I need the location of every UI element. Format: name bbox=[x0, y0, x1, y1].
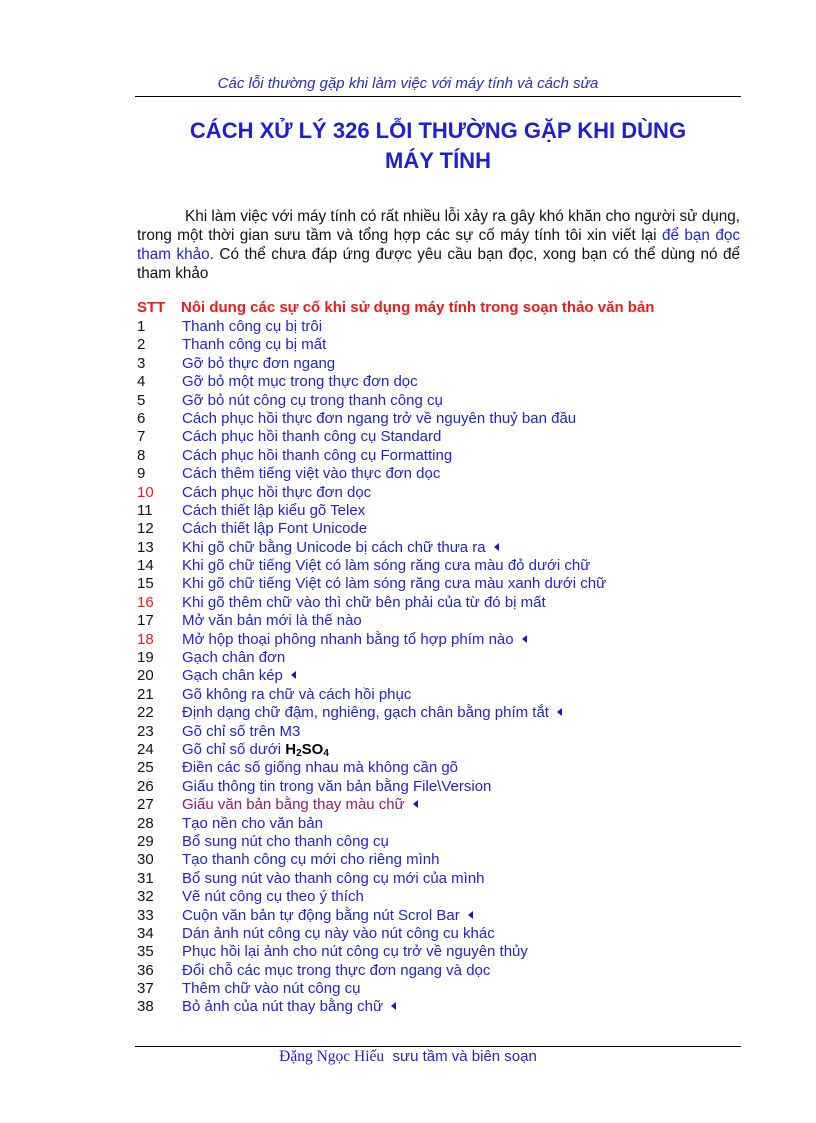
item-link[interactable] bbox=[182, 870, 485, 888]
item-number: 10 bbox=[137, 483, 154, 501]
item-text: Gõ chỉ số trên M3 bbox=[182, 722, 301, 740]
item-link[interactable] bbox=[182, 686, 411, 704]
item-number: 26 bbox=[137, 777, 154, 795]
item-number: 6 bbox=[137, 409, 146, 427]
item-text: Cách thiết lập Font Unicode bbox=[182, 520, 368, 538]
item-link[interactable] bbox=[182, 851, 439, 869]
item-link[interactable] bbox=[182, 998, 396, 1016]
title-line-2: MÁY TÍNH bbox=[385, 148, 491, 173]
item-number: 5 bbox=[137, 391, 146, 409]
item-link[interactable] bbox=[182, 815, 323, 833]
item-link[interactable] bbox=[182, 778, 491, 796]
formula-part: 2 bbox=[296, 747, 302, 759]
item-text: Gạch chân đơn bbox=[182, 649, 286, 667]
item-number: 32 bbox=[137, 888, 154, 906]
item-link[interactable] bbox=[182, 484, 371, 502]
list-item bbox=[0, 833, 816, 851]
item-text: Mở văn bản mới là thế nào bbox=[182, 612, 362, 630]
list-item bbox=[0, 980, 816, 998]
page-header: Các lỗi thường gặp khi làm việc với máy tính và cách sửa bbox=[217, 75, 599, 92]
list-item bbox=[0, 484, 816, 502]
item-link[interactable] bbox=[182, 557, 590, 575]
item-text: Khi gõ chữ tiếng Việt có làm sóng răng cưa màu xanh dưới chữ bbox=[182, 575, 607, 593]
item-text: Gõ chỉ số dưới bbox=[182, 740, 286, 758]
item-number: 38 bbox=[137, 998, 154, 1016]
item-link[interactable] bbox=[182, 796, 418, 814]
list-item bbox=[0, 667, 816, 685]
item-link[interactable] bbox=[182, 502, 365, 520]
item-number: 3 bbox=[137, 354, 146, 372]
footer-credit: sưu tầm và biên soạn bbox=[392, 1048, 537, 1065]
back-arrow-icon[interactable] bbox=[391, 1002, 396, 1010]
chemical-formula bbox=[285, 741, 329, 758]
list-item bbox=[0, 373, 816, 391]
intro-paragraph bbox=[137, 207, 740, 283]
list-item bbox=[0, 796, 816, 814]
issue-list bbox=[0, 318, 816, 1017]
item-number: 19 bbox=[137, 649, 154, 667]
item-text: Giấu thông tin trong văn bản bằng File\Version bbox=[182, 777, 492, 795]
item-number: 36 bbox=[137, 961, 154, 979]
item-text: Cách phục hồi thanh công cụ Standard bbox=[182, 428, 442, 446]
item-text: Giấu văn bản bằng thay màu chữ bbox=[182, 796, 405, 814]
header-divider bbox=[135, 96, 741, 97]
item-number: 17 bbox=[137, 612, 154, 630]
list-item bbox=[0, 557, 816, 575]
list-item bbox=[0, 631, 816, 649]
content-header: Nôi dung các sự cố khi sử dụng máy tính trong soạn thảo văn bản bbox=[181, 299, 655, 316]
item-link[interactable] bbox=[182, 539, 499, 557]
list-item bbox=[0, 465, 816, 483]
item-text: Dán ảnh nút công cụ này vào nút công cu khác bbox=[182, 924, 495, 942]
list-item bbox=[0, 741, 816, 759]
item-number: 2 bbox=[137, 336, 146, 354]
item-link[interactable] bbox=[182, 428, 441, 446]
item-number: 1 bbox=[137, 318, 146, 335]
item-text: Khi gõ chữ bằng Unicode bị cách chữ thưa ra bbox=[182, 538, 486, 556]
item-text: Cách phục hồi thanh công cụ Formatting bbox=[182, 446, 453, 464]
item-text: Gỡ bỏ thực đơn ngang bbox=[182, 354, 336, 372]
list-item bbox=[0, 907, 816, 925]
item-text: Tạo thanh công cụ mới cho riêng mình bbox=[182, 851, 440, 869]
item-number: 23 bbox=[137, 722, 154, 740]
item-text: Bổ sung nút vào thanh công cụ mới của mình bbox=[182, 869, 485, 887]
intro-text-1: Khi làm việc với máy tính có rất nhiều lỗi xảy ra gây khó khăn cho người sử dụng, trong một thời gian sưu tầm và tổng hợp các sự cố máy tính tôi xin viết lại bbox=[137, 208, 740, 244]
list-item bbox=[0, 998, 816, 1016]
title-line-1: CÁCH XỬ LÝ 326 LỖI THƯỜNG GẶP KHI DÙNG bbox=[189, 118, 687, 143]
list-item bbox=[0, 336, 816, 354]
list-item bbox=[0, 575, 816, 593]
item-text: Thanh công cụ bị mất bbox=[182, 336, 327, 354]
item-link[interactable] bbox=[182, 649, 285, 667]
list-item bbox=[0, 778, 816, 796]
stt-header: STT bbox=[137, 299, 166, 316]
item-number: 18 bbox=[137, 630, 154, 648]
back-arrow-icon[interactable] bbox=[522, 635, 527, 643]
item-number: 35 bbox=[137, 943, 154, 961]
item-link[interactable] bbox=[182, 612, 362, 630]
page-title bbox=[135, 116, 741, 176]
item-number: 27 bbox=[137, 796, 154, 814]
list-item bbox=[0, 318, 816, 336]
item-link[interactable] bbox=[182, 410, 576, 428]
item-number: 30 bbox=[137, 851, 154, 869]
footer-divider bbox=[135, 1046, 741, 1047]
item-number: 4 bbox=[137, 373, 146, 391]
item-link[interactable] bbox=[182, 980, 360, 998]
item-text: Cách thêm tiếng việt vào thực đơn dọc bbox=[182, 465, 441, 483]
intro-text-2: . Có thể chưa đáp ứng được yêu cầu bạn đọc, xong bạn có thể dùng nó để tham khảo bbox=[137, 246, 740, 282]
list-item bbox=[0, 594, 816, 612]
list-item bbox=[0, 870, 816, 888]
item-number: 37 bbox=[137, 980, 154, 998]
item-link[interactable] bbox=[182, 723, 300, 741]
item-text: Mở hộp thoại phông nhanh bằng tổ hợp phím nào bbox=[182, 630, 514, 648]
item-text: Cách phục hồi thực đơn dọc bbox=[182, 483, 372, 501]
item-number: 7 bbox=[137, 428, 146, 446]
item-text: Thanh công cụ bị trôi bbox=[182, 318, 323, 335]
list-item bbox=[0, 925, 816, 943]
item-text: Gạch chân kép bbox=[182, 667, 283, 685]
list-item bbox=[0, 355, 816, 373]
item-link[interactable] bbox=[182, 318, 322, 336]
item-number: 34 bbox=[137, 924, 154, 942]
item-link[interactable] bbox=[182, 447, 452, 465]
item-number: 28 bbox=[137, 814, 154, 832]
item-number: 25 bbox=[137, 759, 154, 777]
list-item bbox=[0, 686, 816, 704]
item-number: 24 bbox=[137, 740, 154, 758]
item-number: 8 bbox=[137, 446, 146, 464]
item-link[interactable] bbox=[182, 392, 443, 410]
footer-author: Đặng Ngọc Hiếu bbox=[279, 1048, 385, 1065]
item-text: Gỡ bỏ nút công cụ trong thanh công cụ bbox=[182, 391, 443, 409]
list-item bbox=[0, 410, 816, 428]
back-arrow-icon[interactable] bbox=[413, 800, 418, 808]
list-item bbox=[0, 815, 816, 833]
list-item bbox=[0, 888, 816, 906]
item-text: Thêm chữ vào nút công cụ bbox=[182, 980, 361, 998]
list-item bbox=[0, 759, 816, 777]
item-link[interactable] bbox=[182, 373, 418, 391]
item-text: Định dạng chữ đậm, nghiêng, gạch chân bằng phím tắt bbox=[182, 704, 549, 722]
item-link[interactable] bbox=[182, 759, 458, 777]
item-link[interactable] bbox=[182, 520, 367, 538]
formula-part: SO bbox=[301, 740, 324, 758]
intro-link[interactable]: để bạn đọc tham khảo bbox=[137, 227, 740, 263]
item-number: 13 bbox=[137, 538, 154, 556]
item-text: Điền các số giống nhau mà không cần gõ bbox=[182, 759, 459, 777]
item-text: Khi gõ thêm chữ vào thì chữ bên phải của từ đó bị mất bbox=[182, 593, 546, 611]
list-item bbox=[0, 962, 816, 980]
item-link[interactable] bbox=[182, 704, 562, 722]
item-number: 12 bbox=[137, 520, 154, 538]
list-item bbox=[0, 392, 816, 410]
item-text: Khi gõ chữ tiếng Việt có làm sóng răng cưa màu đỏ dưới chữ bbox=[182, 557, 591, 575]
item-link[interactable] bbox=[182, 355, 335, 373]
back-arrow-icon[interactable] bbox=[291, 671, 296, 679]
item-link[interactable] bbox=[182, 336, 326, 354]
formula-part: 4 bbox=[323, 747, 329, 759]
item-text: Phục hồi lại ảnh cho nút công cụ trở về nguyên thủy bbox=[182, 943, 528, 961]
list-item bbox=[0, 520, 816, 538]
list-item bbox=[0, 704, 816, 722]
item-number: 29 bbox=[137, 832, 154, 850]
list-item bbox=[0, 502, 816, 520]
formula-part: H bbox=[285, 740, 297, 758]
item-text: Cách phục hồi thực đơn ngang trở về nguyên thuỷ ban đầu bbox=[182, 409, 577, 427]
item-text: Vẽ nút công cụ theo ý thích bbox=[182, 888, 364, 906]
item-link[interactable] bbox=[182, 631, 527, 649]
item-number: 33 bbox=[137, 906, 154, 924]
list-item bbox=[0, 851, 816, 869]
list-item bbox=[0, 428, 816, 446]
item-text: Tạo nền cho văn bản bbox=[182, 814, 323, 832]
item-link[interactable] bbox=[182, 888, 364, 906]
page-footer bbox=[0, 1048, 816, 1066]
item-link[interactable] bbox=[182, 907, 473, 925]
item-number: 21 bbox=[137, 685, 154, 703]
item-number: 20 bbox=[137, 667, 154, 685]
item-number: 14 bbox=[137, 557, 154, 575]
item-text: Bổ sung nút cho thanh công cụ bbox=[182, 832, 389, 850]
back-arrow-icon[interactable] bbox=[557, 708, 562, 716]
item-link[interactable] bbox=[182, 575, 606, 593]
item-link[interactable] bbox=[182, 943, 528, 961]
item-number: 22 bbox=[137, 704, 154, 722]
item-link[interactable] bbox=[182, 925, 495, 943]
list-item bbox=[0, 723, 816, 741]
item-link[interactable] bbox=[182, 962, 490, 980]
item-text: Gõ không ra chữ và cách hồi phục bbox=[182, 685, 412, 703]
back-arrow-icon[interactable] bbox=[494, 543, 499, 551]
item-text: Đổi chỗ các mục trong thực đơn ngang và dọc bbox=[182, 961, 491, 979]
list-item bbox=[0, 447, 816, 465]
item-text: Cuộn văn bản tự động bằng nút Scrol Bar bbox=[182, 906, 460, 924]
item-number: 9 bbox=[137, 465, 146, 483]
list-item bbox=[0, 539, 816, 557]
item-link[interactable] bbox=[182, 465, 440, 483]
item-number: 16 bbox=[137, 593, 154, 611]
item-number: 15 bbox=[137, 575, 154, 593]
item-number: 11 bbox=[137, 501, 153, 519]
list-item bbox=[0, 612, 816, 630]
back-arrow-icon[interactable] bbox=[468, 911, 473, 919]
item-link[interactable] bbox=[182, 594, 546, 612]
list-item bbox=[0, 943, 816, 961]
item-text: Gỡ bỏ một mục trong thực đơn dọc bbox=[182, 373, 418, 391]
item-number: 31 bbox=[137, 869, 154, 887]
table-header bbox=[0, 299, 816, 317]
item-text: Bỏ ảnh của nút thay bằng chữ bbox=[182, 998, 384, 1016]
item-link[interactable] bbox=[182, 833, 389, 851]
item-text: Cách thiết lập kiểu gõ Telex bbox=[182, 501, 366, 519]
item-link[interactable] bbox=[182, 667, 296, 685]
list-item bbox=[0, 649, 816, 667]
